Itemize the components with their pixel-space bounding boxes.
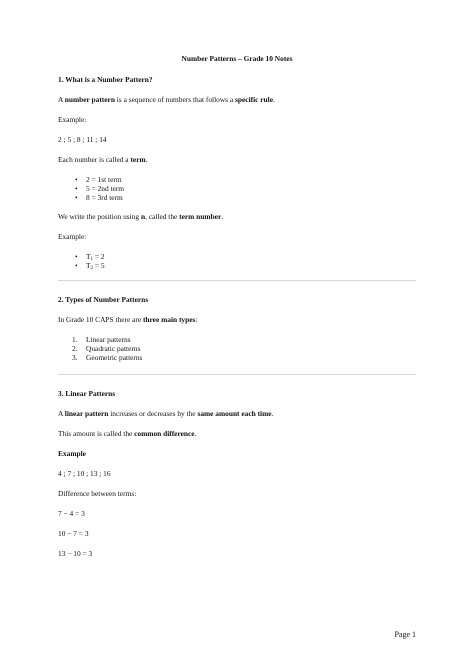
- text: In Grade 10 CAPS there are: [58, 315, 143, 324]
- section-divider: [58, 374, 416, 375]
- list-label: Quadratic patterns: [86, 344, 141, 353]
- text: .: [145, 155, 148, 164]
- list-number: 3.: [72, 353, 78, 362]
- linear-pattern-definition: [58, 409, 416, 418]
- section-2-heading: 2. Types of Number Patterns: [58, 295, 149, 304]
- text: :: [195, 315, 198, 324]
- document-title: Number Patterns – Grade 10 Notes: [181, 54, 293, 63]
- term-bullet-list: [58, 175, 416, 202]
- difference-calculation: 10 − 7 = 3: [58, 529, 89, 538]
- list-label: Linear patterns: [86, 335, 131, 344]
- text: .: [221, 212, 224, 221]
- types-numbered-list: [58, 335, 416, 362]
- term-notation-list: [58, 252, 416, 270]
- section-divider: [58, 280, 416, 281]
- example-heading: [58, 449, 416, 458]
- example-label: Example:: [58, 115, 87, 124]
- list-number: 1.: [72, 335, 78, 344]
- types-intro: [58, 315, 416, 324]
- bold-term: term: [130, 155, 146, 164]
- bold-term: term number: [179, 212, 222, 221]
- difference-label: Difference between terms:: [58, 489, 137, 498]
- text: .: [273, 95, 275, 104]
- list-item: • 2 = 1st term: [86, 175, 416, 184]
- common-difference-sentence: [58, 429, 416, 438]
- text: .: [194, 429, 197, 438]
- bold-term: Example: [58, 449, 86, 458]
- list-item: • 5 = 2nd term: [86, 184, 416, 193]
- text: Each number is called a: [58, 155, 131, 164]
- page-content: [58, 54, 416, 569]
- bold-term: three main types: [142, 315, 196, 324]
- list-item: • 8 = 3rd term: [86, 193, 416, 202]
- bold-term: n: [140, 212, 146, 221]
- term-letter: T: [86, 252, 91, 261]
- list-item: [86, 252, 416, 261]
- term-letter: T: [86, 261, 91, 270]
- bold-term: same amount each time: [197, 409, 272, 418]
- list-item: [72, 353, 416, 362]
- text: This amount is called the: [58, 429, 135, 438]
- number-pattern-definition: [58, 95, 416, 104]
- list-label: Geometric patterns: [86, 353, 143, 362]
- section-1-heading: 1. What is a Number Pattern?: [58, 75, 153, 84]
- example-sequence: 2 ; 5 ; 8 ; 11 ; 14: [58, 135, 107, 144]
- bold-term: linear pattern: [64, 409, 109, 418]
- page-number: Page 1: [394, 630, 416, 639]
- bold-term: number pattern: [64, 95, 115, 104]
- text: , called the: [145, 212, 180, 221]
- list-number: 2.: [72, 344, 78, 353]
- term-subscript: 2: [90, 266, 94, 271]
- text: A: [58, 409, 65, 418]
- difference-calculation: 7 − 4 = 3: [58, 509, 85, 518]
- bold-term: specific rule: [235, 95, 273, 104]
- term-subscript: 1: [90, 257, 94, 262]
- term-sentence: [58, 155, 416, 164]
- term-value: = 2: [93, 252, 105, 261]
- text: is a sequence of numbers that follows a: [114, 95, 236, 104]
- example-label: Example:: [58, 232, 87, 241]
- text: .: [271, 409, 274, 418]
- text: We write the position using: [58, 212, 141, 221]
- list-item: [86, 261, 416, 270]
- term-value: = 5: [93, 261, 105, 270]
- difference-calculation: 13 − 10 = 3: [58, 549, 93, 558]
- bold-term: common difference: [134, 429, 195, 438]
- list-item: [72, 344, 416, 353]
- section-3-heading: 3. Linear Patterns: [58, 389, 116, 398]
- list-item: [72, 335, 416, 344]
- text: increases or decreases by the: [108, 409, 198, 418]
- term-number-sentence: [58, 212, 416, 221]
- example-sequence: 4 ; 7 ; 10 ; 13 ; 16: [58, 469, 111, 478]
- text: A: [58, 95, 65, 104]
